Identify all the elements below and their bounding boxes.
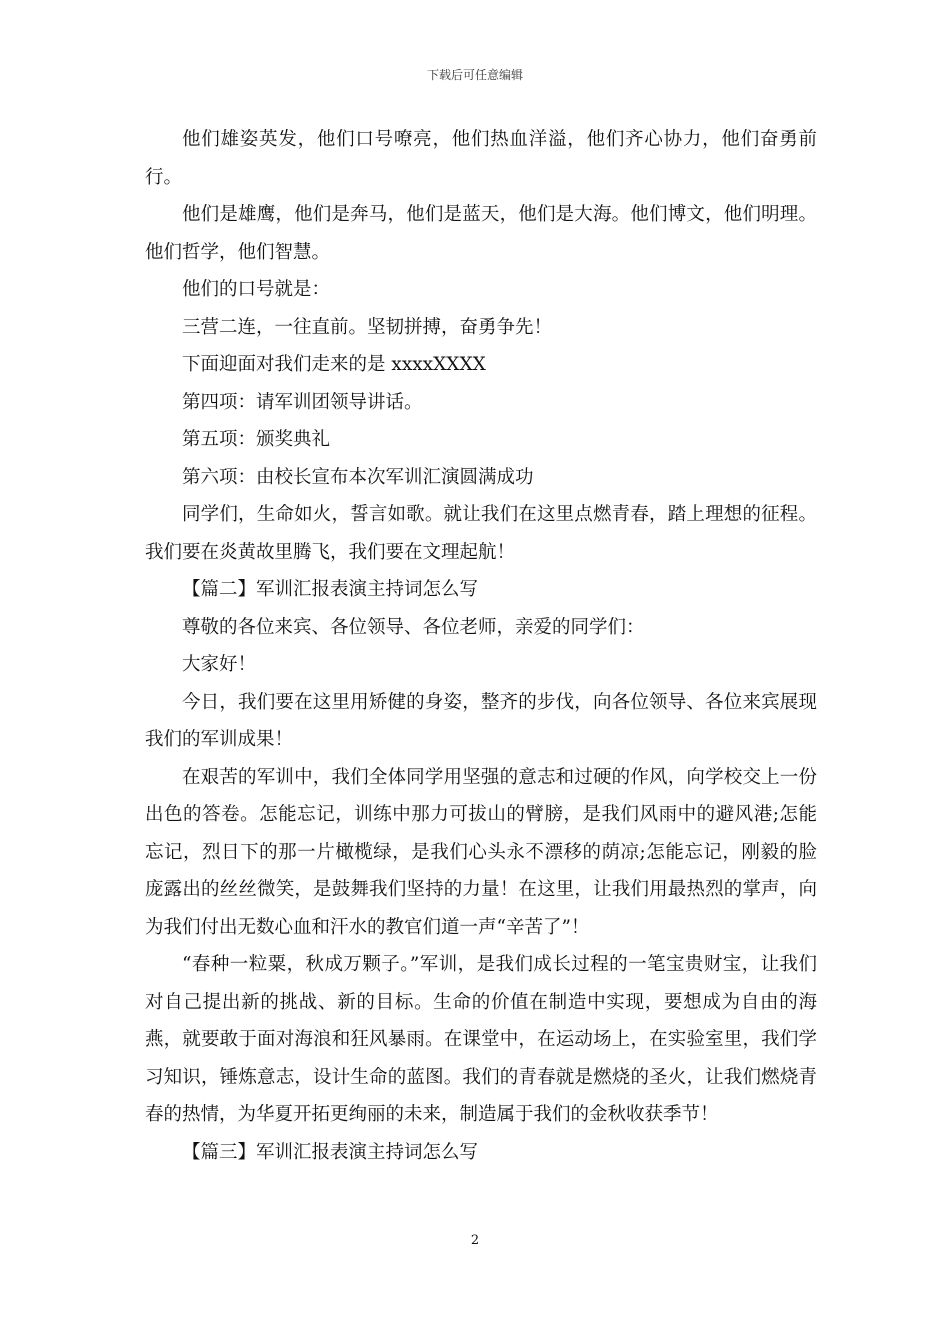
section-heading: 【篇三】军训汇报表演主持词怎么写	[182, 1141, 479, 1163]
document-body	[145, 121, 817, 1171]
page-header: 下载后可任意编辑	[426, 68, 523, 82]
paragraph: 今日，我们要在这里用矫健的身姿，整齐的步伐，向各位领导、各位来宾展现我们的军训成果！	[145, 691, 817, 750]
paragraph: 三营二连，一往直前。坚韧拼搏，奋勇争先！	[182, 316, 553, 338]
paragraph: “春种一粒粟，秋成万颗子。”军训，是我们成长过程的一笔宝贵财宝，让我们对自己提出新的挑战、新的目标。生命的价值在制造中实现，要想成为自由的海燕，就要敢于面对海浪和狂风暴雨。在课堂中，在运动场上，在实验室里，我们学习知识，锤炼意志，设计生命的蓝图。我们的青春就是燃烧的圣火，让我们燃烧青春的热情，为华夏开拓更绚丽的未来，制造属于我们的金秋收获季节！	[145, 954, 817, 1125]
page-number: 2	[470, 1233, 480, 1248]
paragraph: 同学们，生命如火，誓言如歌。就让我们在这里点燃青春，踏上理想的征程。我们要在炎黄故里腾飞，我们要在文理起航！	[145, 504, 817, 563]
paragraph: 第六项：由校长宣布本次军训汇演圆满成功	[182, 466, 534, 488]
paragraph: 下面迎面对我们走来的是 xxxxXXXX	[182, 354, 486, 375]
paragraph: 他们雄姿英发，他们口号嘹亮，他们热血洋溢，他们齐心协力，他们奋勇前行。	[145, 129, 817, 188]
paragraph: 他们是雄鹰，他们是奔马，他们是蓝天，他们是大海。他们博文，他们明理。他们哲学，他们智慧。	[145, 204, 817, 263]
paragraph: 第四项：请军训团领导讲话。	[182, 391, 423, 413]
paragraph: 在艰苦的军训中，我们全体同学用坚强的意志和过硬的作风，向学校交上一份出色的答卷。怎能忘记，训练中那力可拔山的臂膀，是我们风雨中的避风港;怎能忘记，烈日下的那一片橄榄绿，是我们心头永不漂移的荫凉;怎能忘记，刚毅的脸庞露出的丝丝微笑，是鼓舞我们坚持的力量！在这里，让我们用最热烈的掌声，向为我们付出无数心血和汗水的教官们道一声“辛苦了”！	[145, 766, 817, 938]
paragraph: 尊敬的各位来宾、各位领导、各位老师，亲爱的同学们：	[182, 616, 645, 638]
section-heading: 【篇二】军训汇报表演主持词怎么写	[182, 579, 479, 600]
paragraph: 大家好！	[182, 654, 257, 675]
paragraph: 第五项：颁奖典礼	[182, 429, 331, 450]
paragraph: 他们的口号就是：	[182, 279, 331, 300]
